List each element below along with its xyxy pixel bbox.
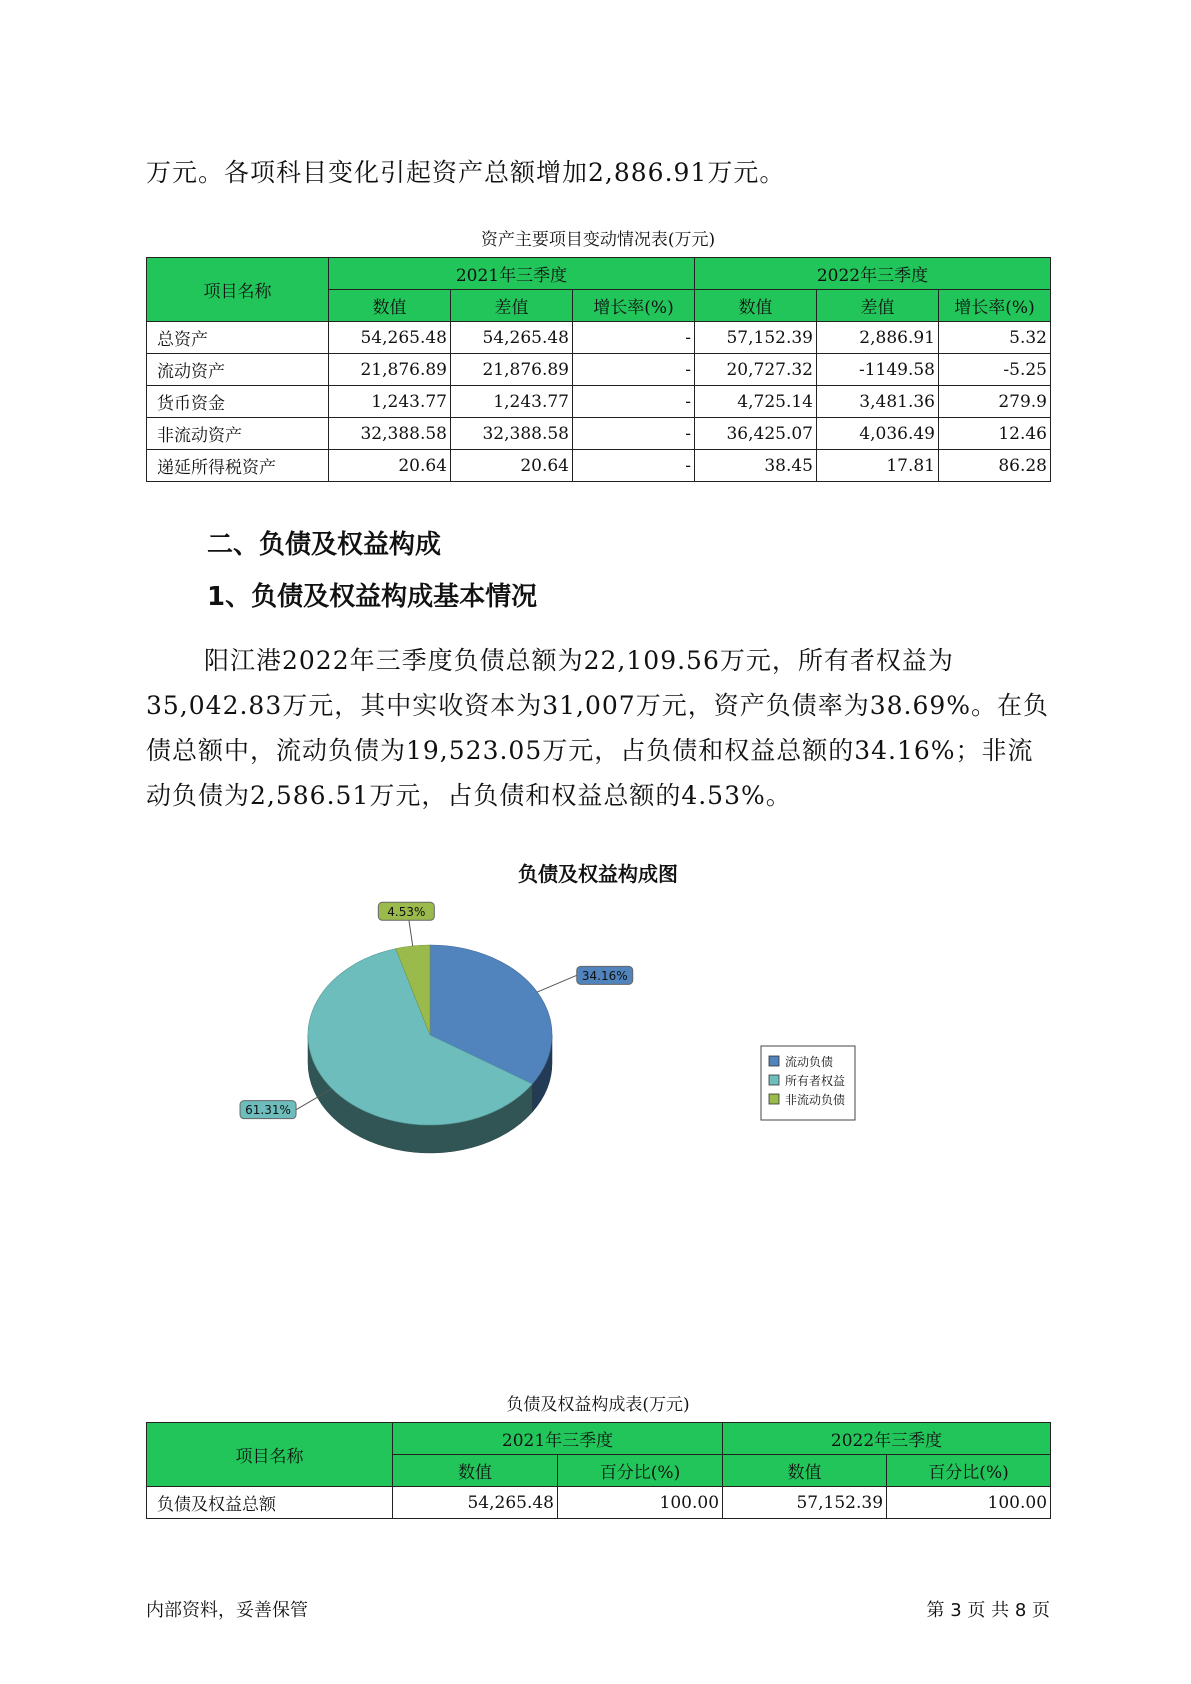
- asset-col-year2: 2022年三季度: [695, 258, 1051, 290]
- liab-table-caption: 负债及权益构成表(万元): [506, 1395, 690, 1415]
- cell: 1,243.77: [329, 386, 451, 418]
- asset-sub-value: 数值: [329, 290, 451, 322]
- cell: -: [573, 386, 695, 418]
- footer-right: 第 3 页 共 8 页: [926, 1600, 1050, 1621]
- legend-swatch: [769, 1056, 779, 1066]
- intro-text: 万元。各项科目变化引起资产总额增加2,886.91万元。: [146, 158, 786, 187]
- liab-sub-value: 数值: [393, 1455, 558, 1487]
- row-name: 递延所得税资产: [147, 450, 329, 482]
- table-row: [147, 1487, 1051, 1519]
- liab-sub-pct: 百分比(%): [887, 1455, 1051, 1487]
- legend-entry: 流动负债: [785, 1055, 834, 1069]
- asset-col-item: 项目名称: [147, 258, 329, 322]
- cell: 54,265.48: [451, 322, 573, 354]
- cell: 5.32: [939, 322, 1051, 354]
- row-name: 负债及权益总额: [147, 1487, 393, 1519]
- cell: 86.28: [939, 450, 1051, 482]
- cell: 57,152.39: [723, 1487, 887, 1519]
- cell: 54,265.48: [329, 322, 451, 354]
- asset-sub-value: 数值: [695, 290, 817, 322]
- row-name: 非流动资产: [147, 418, 329, 450]
- liab-sub-value: 数值: [723, 1455, 887, 1487]
- cell: 21,876.89: [329, 354, 451, 386]
- cell: 12.46: [939, 418, 1051, 450]
- cell: -: [573, 418, 695, 450]
- cell: 38.45: [695, 450, 817, 482]
- cell: 32,388.58: [451, 418, 573, 450]
- cell: 36,425.07: [695, 418, 817, 450]
- legend-entry: 非流动负债: [785, 1093, 846, 1107]
- cell: 100.00: [558, 1487, 723, 1519]
- sub-heading: 1、负债及权益构成基本情况: [207, 582, 538, 612]
- cell: 100.00: [887, 1487, 1051, 1519]
- row-name: 总资产: [147, 322, 329, 354]
- cell: 3,481.36: [817, 386, 939, 418]
- legend-swatch: [769, 1094, 779, 1104]
- asset-table-caption: 资产主要项目变动情况表(万元): [480, 230, 716, 250]
- liab-col-item: 项目名称: [147, 1423, 393, 1487]
- cell: -5.25: [939, 354, 1051, 386]
- footer-left: 内部资料，妥善保管: [146, 1600, 308, 1621]
- cell: 4,036.49: [817, 418, 939, 450]
- pie-data-label: 61.31%: [245, 1103, 291, 1118]
- section-heading: 二、负债及权益构成: [207, 530, 442, 560]
- asset-col-year1: 2021年三季度: [329, 258, 695, 290]
- asset-sub-rate: 增长率(%): [573, 290, 695, 322]
- cell: 1,243.77: [451, 386, 573, 418]
- cell: 32,388.58: [329, 418, 451, 450]
- liab-col-year1: 2021年三季度: [393, 1423, 723, 1455]
- asset-sub-diff: 差值: [451, 290, 573, 322]
- pie-data-label: 34.16%: [581, 968, 628, 983]
- legend-swatch: [769, 1075, 779, 1085]
- asset-sub-diff: 差值: [817, 290, 939, 322]
- row-name: 流动资产: [147, 354, 329, 386]
- cell: 4,725.14: [695, 386, 817, 418]
- cell: -: [573, 354, 695, 386]
- cell: 2,886.91: [817, 322, 939, 354]
- liab-col-year2: 2022年三季度: [723, 1423, 1051, 1455]
- asset-sub-rate: 增长率(%): [939, 290, 1051, 322]
- cell: -: [573, 322, 695, 354]
- cell: 20.64: [451, 450, 573, 482]
- row-name: 货币资金: [147, 386, 329, 418]
- chart-title: 负债及权益构成图: [518, 862, 678, 886]
- legend-entry: 所有者权益: [785, 1074, 846, 1088]
- liab-table: [146, 1422, 1051, 1519]
- cell: 17.81: [817, 450, 939, 482]
- cell: -1149.58: [817, 354, 939, 386]
- body-paragraph: 阳江港2022年三季度负债总额为22,109.56万元，所有者权益为35,042.83万元，其中实收资本为31,007万元，资产负债率为38.69%。在负债总额中，流动负债为19,523.05万元，占负债和权益总额的34.16%；非流动负债为2,586.51万元，占负债和权益总额的4.53%。: [146, 646, 1050, 810]
- cell: -: [573, 450, 695, 482]
- liab-sub-pct: 百分比(%): [558, 1455, 723, 1487]
- cell: 54,265.48: [393, 1487, 558, 1519]
- cell: 20.64: [329, 450, 451, 482]
- cell: 279.9: [939, 386, 1051, 418]
- cell: 20,727.32: [695, 354, 817, 386]
- cell: 57,152.39: [695, 322, 817, 354]
- pie-data-label: 4.53%: [387, 904, 426, 919]
- cell: 21,876.89: [451, 354, 573, 386]
